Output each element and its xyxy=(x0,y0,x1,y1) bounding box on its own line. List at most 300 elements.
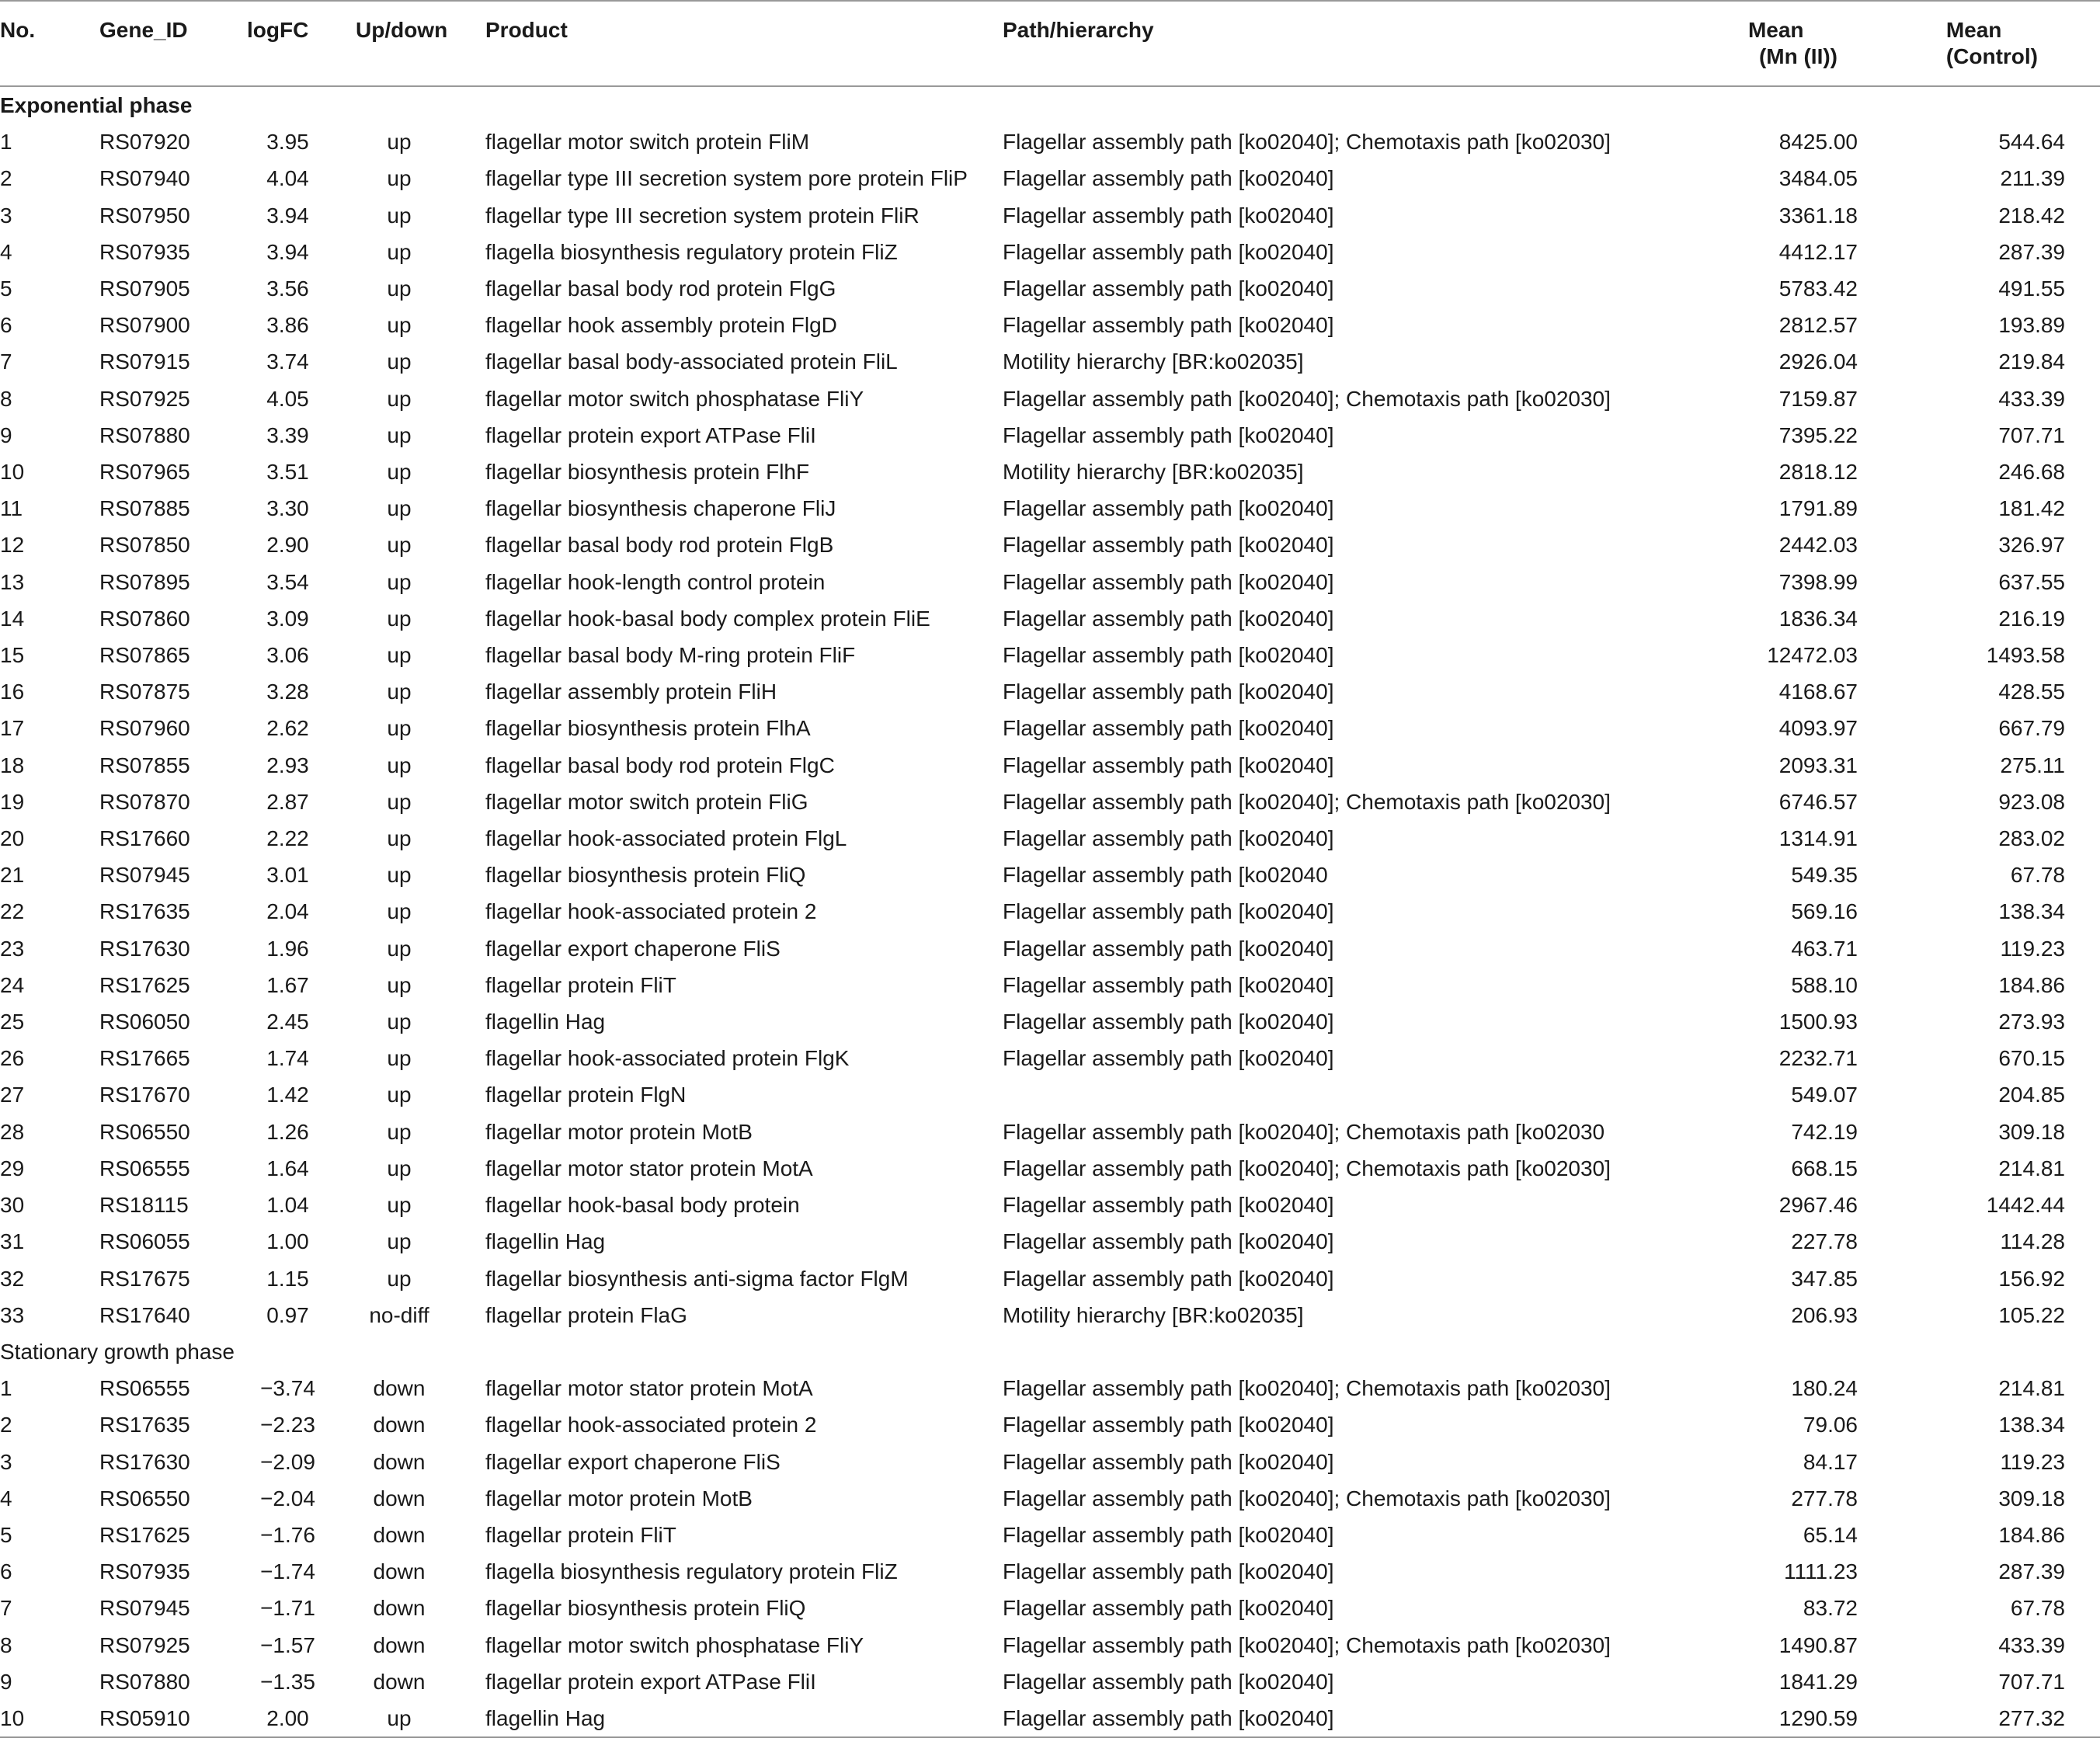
cell-path: Flagellar assembly path [ko02040]; Chemotaxis path [ko02030 xyxy=(1003,1119,1605,1144)
cell-mean-mn: 2442.03 xyxy=(1778,533,1858,558)
cell-no: 15 xyxy=(0,643,25,668)
cell-product: flagellar hook assembly protein FlgD xyxy=(485,313,837,338)
cell-updown xyxy=(329,967,485,1003)
cell-logfc xyxy=(247,1076,329,1113)
cell-updown xyxy=(329,527,485,563)
cell-product: flagellar protein export ATPase FliI xyxy=(485,422,816,447)
cell-logfc-value: −1.71 xyxy=(260,1596,315,1621)
cell-updown-value: up xyxy=(387,533,412,558)
cell-updown xyxy=(329,820,485,857)
cell-no: 8 xyxy=(0,386,12,411)
cell-logfc-value: 1.42 xyxy=(266,1083,309,1107)
cell-updown xyxy=(329,857,485,893)
cell-updown xyxy=(329,1590,485,1626)
cell-logfc xyxy=(247,637,329,673)
cell-product: flagellar motor stator protein MotA xyxy=(485,1156,813,1180)
cell-product: flagellar hook-length control protein xyxy=(485,569,826,594)
cell-gene-id: RS17630 xyxy=(99,1449,190,1474)
cell-mean-mn: 83.72 xyxy=(1803,1596,1858,1621)
cell-mean-mn: 65.14 xyxy=(1803,1522,1858,1547)
cell-mean-mn: 2967.46 xyxy=(1778,1193,1858,1218)
cell-product: flagellar motor protein MotB xyxy=(485,1119,753,1144)
cell-mean-mn: 206.93 xyxy=(1791,1302,1858,1327)
cell-logfc xyxy=(247,490,329,527)
cell-mean-control: 138.34 xyxy=(1998,1413,2065,1437)
cell-product: flagellar motor protein MotB xyxy=(485,1486,753,1510)
cell-mean-control: 1493.58 xyxy=(1986,643,2065,668)
cell-updown-value: up xyxy=(387,972,412,997)
cell-mean-mn: 277.78 xyxy=(1791,1486,1858,1510)
cell-logfc-value: 2.93 xyxy=(266,753,309,777)
table-row xyxy=(0,1187,2100,1223)
cell-no: 9 xyxy=(0,1669,12,1694)
cell-updown-value: up xyxy=(387,130,412,155)
table-row xyxy=(0,710,2100,746)
table-row xyxy=(0,1076,2100,1113)
cell-logfc-value: 3.09 xyxy=(266,606,309,631)
cell-logfc xyxy=(247,1370,329,1406)
cell-gene-id: RS17670 xyxy=(99,1083,190,1107)
cell-gene-id: RS07850 xyxy=(99,533,190,558)
cell-updown xyxy=(329,490,485,527)
cell-mean-mn: 549.35 xyxy=(1791,863,1858,888)
table-row xyxy=(0,123,2100,160)
cell-no: 21 xyxy=(0,863,25,888)
table-body xyxy=(0,86,2100,1737)
cell-gene-id: RS07960 xyxy=(99,716,190,741)
table-row xyxy=(0,160,2100,196)
cell-logfc-value: −1.76 xyxy=(260,1522,315,1547)
cell-logfc-value: −2.09 xyxy=(260,1449,315,1474)
cell-logfc xyxy=(247,600,329,637)
cell-mean-mn: 79.06 xyxy=(1803,1413,1858,1437)
cell-updown-value: up xyxy=(387,1119,412,1144)
section-title: Stationary growth phase xyxy=(0,1339,235,1364)
cell-no: 13 xyxy=(0,569,25,594)
cell-no: 12 xyxy=(0,533,25,558)
cell-logfc-value: −1.57 xyxy=(260,1632,315,1657)
cell-path: Flagellar assembly path [ko02040] xyxy=(1003,166,1334,191)
cell-mean-mn: 180.24 xyxy=(1791,1376,1858,1401)
table-row xyxy=(0,1663,2100,1700)
cell-updown xyxy=(329,1076,485,1113)
cell-logfc-value: 3.94 xyxy=(266,239,309,264)
cell-updown xyxy=(329,1223,485,1260)
cell-logfc xyxy=(247,1260,329,1297)
cell-product: flagellar export chaperone FliS xyxy=(485,936,781,961)
cell-mean-control: 670.15 xyxy=(1998,1046,2065,1071)
cell-mean-control: 156.92 xyxy=(1998,1266,2065,1291)
cell-mean-control: 193.89 xyxy=(1998,313,2065,338)
cell-logfc xyxy=(247,857,329,893)
cell-gene-id: RS07855 xyxy=(99,753,190,777)
cell-product: flagellar biosynthesis chaperone FliJ xyxy=(485,496,836,521)
cell-product: flagellar basal body rod protein FlgC xyxy=(485,753,835,777)
cell-mean-mn: 1314.91 xyxy=(1778,826,1858,851)
table-row xyxy=(0,454,2100,490)
cell-mean-mn: 7159.87 xyxy=(1778,386,1858,411)
table-row xyxy=(0,1223,2100,1260)
cell-path: Flagellar assembly path [ko02040] xyxy=(1003,1449,1334,1474)
table-row xyxy=(0,197,2100,234)
cell-no: 20 xyxy=(0,826,25,851)
cell-path: Flagellar assembly path [ko02040] xyxy=(1003,606,1334,631)
cell-mean-mn: 227.78 xyxy=(1791,1229,1858,1254)
cell-path: Flagellar assembly path [ko02040] xyxy=(1003,313,1334,338)
cell-path: Flagellar assembly path [ko02040] xyxy=(1003,643,1334,668)
cell-updown xyxy=(329,307,485,343)
cell-logfc-value: 4.04 xyxy=(266,166,309,191)
table-row xyxy=(0,1444,2100,1480)
cell-logfc xyxy=(247,1444,329,1480)
cell-logfc-value: 2.04 xyxy=(266,899,309,924)
cell-product: flagellar hook-basal body complex protein FliE xyxy=(485,606,930,631)
cell-updown xyxy=(329,160,485,196)
cell-path: Flagellar assembly path [ko02040] xyxy=(1003,1193,1334,1218)
cell-product: flagellar hook-associated protein 2 xyxy=(485,899,817,924)
cell-gene-id: RS07895 xyxy=(99,569,190,594)
cell-updown xyxy=(329,1444,485,1480)
cell-path: Flagellar assembly path [ko02040] xyxy=(1003,1266,1334,1291)
cell-product: flagellin Hag xyxy=(485,1229,606,1254)
cell-path: Motility hierarchy [BR:ko02035] xyxy=(1003,1302,1304,1327)
cell-logfc xyxy=(247,160,329,196)
cell-mean-mn: 4168.67 xyxy=(1778,680,1858,704)
cell-mean-control: 287.39 xyxy=(1998,1559,2065,1584)
table-row xyxy=(0,1517,2100,1553)
cell-logfc xyxy=(247,820,329,857)
cell-product: flagellar biosynthesis protein FliQ xyxy=(485,1596,806,1621)
cell-mean-control: 211.39 xyxy=(2000,166,2065,191)
cell-logfc-value: −1.74 xyxy=(260,1559,315,1584)
cell-no: 31 xyxy=(0,1229,25,1254)
cell-updown xyxy=(329,600,485,637)
cell-no: 6 xyxy=(0,313,12,338)
cell-updown-value: up xyxy=(387,349,412,374)
cell-updown-value: down xyxy=(373,1486,426,1510)
cell-mean-control: 219.84 xyxy=(1998,349,2065,374)
cell-updown xyxy=(329,1700,485,1737)
cell-product: flagellar type III secretion system pore protein FliP xyxy=(485,166,968,191)
cell-path: Flagellar assembly path [ko02040] xyxy=(1003,1669,1334,1694)
cell-gene-id: RS06050 xyxy=(99,1010,190,1034)
cell-logfc-value: 3.01 xyxy=(266,863,309,888)
cell-gene-id: RS06555 xyxy=(99,1376,190,1401)
cell-no: 22 xyxy=(0,899,25,924)
cell-path: Flagellar assembly path [ko02040] xyxy=(1003,422,1334,447)
cell-mean-mn: 463.71 xyxy=(1791,936,1858,961)
cell-gene-id: RS06550 xyxy=(99,1486,190,1510)
cell-mean-control: 287.39 xyxy=(1998,239,2065,264)
cell-logfc xyxy=(247,454,329,490)
cell-product: flagellar export chaperone FliS xyxy=(485,1449,781,1474)
cell-updown-value: up xyxy=(387,496,412,521)
cell-product: flagellar assembly protein FliH xyxy=(485,680,777,704)
cell-logfc xyxy=(247,1003,329,1040)
cell-logfc xyxy=(247,1517,329,1553)
cell-logfc-value: 2.87 xyxy=(266,789,309,814)
cell-gene-id: RS07965 xyxy=(99,460,190,485)
header-updown-label: Up/down xyxy=(356,18,448,42)
cell-mean-mn: 1791.89 xyxy=(1778,496,1858,521)
header-mean-control-line2: (Control) xyxy=(1945,44,2038,68)
cell-path: Flagellar assembly path [ko02040] xyxy=(1003,496,1334,521)
cell-logfc-value: 3.95 xyxy=(266,130,309,155)
cell-mean-control: 273.93 xyxy=(1998,1010,2065,1034)
cell-updown xyxy=(329,1040,485,1076)
cell-updown xyxy=(329,270,485,307)
cell-gene-id: RS17625 xyxy=(99,972,190,997)
cell-mean-control: 707.71 xyxy=(1998,422,2065,447)
cell-gene-id: RS07900 xyxy=(99,313,190,338)
table-row xyxy=(0,1406,2100,1443)
table-row xyxy=(0,1627,2100,1663)
cell-logfc-value: 3.51 xyxy=(266,460,309,485)
table-row xyxy=(0,1150,2100,1187)
cell-updown-value: up xyxy=(387,460,412,485)
cell-gene-id: RS07870 xyxy=(99,789,190,814)
cell-updown-value: up xyxy=(387,422,412,447)
table-row xyxy=(0,417,2100,454)
cell-gene-id: RS06550 xyxy=(99,1119,190,1144)
cell-updown xyxy=(329,1260,485,1297)
cell-gene-id: RS17640 xyxy=(99,1302,190,1327)
cell-updown-value: up xyxy=(387,826,412,851)
cell-mean-control: 214.81 xyxy=(1998,1376,2065,1401)
cell-product: flagellar motor switch protein FliG xyxy=(485,789,808,814)
cell-logfc-value: 1.67 xyxy=(266,972,309,997)
cell-logfc xyxy=(247,1040,329,1076)
cell-logfc xyxy=(247,527,329,563)
cell-updown xyxy=(329,197,485,234)
cell-updown xyxy=(329,234,485,270)
cell-path: Flagellar assembly path [ko02040] xyxy=(1003,716,1334,741)
cell-gene-id: RS07880 xyxy=(99,1669,190,1694)
table-row xyxy=(0,893,2100,930)
cell-updown xyxy=(329,1517,485,1553)
cell-updown xyxy=(329,1114,485,1150)
cell-logfc xyxy=(247,1590,329,1626)
cell-no: 30 xyxy=(0,1193,25,1218)
cell-updown xyxy=(329,637,485,673)
cell-updown-value: up xyxy=(387,1083,412,1107)
cell-updown xyxy=(329,893,485,930)
cell-mean-mn: 7395.22 xyxy=(1778,422,1858,447)
cell-product: flagellar hook-associated protein FlgK xyxy=(485,1046,850,1071)
cell-path: Flagellar assembly path [ko02040]; Chemotaxis path [ko02030] xyxy=(1003,1632,1611,1657)
cell-gene-id: RS07925 xyxy=(99,386,190,411)
cell-updown xyxy=(329,417,485,454)
table-row xyxy=(0,1297,2100,1333)
cell-logfc xyxy=(247,234,329,270)
cell-mean-mn: 2093.31 xyxy=(1778,753,1858,777)
cell-updown xyxy=(329,1370,485,1406)
cell-logfc-value: 2.45 xyxy=(266,1010,309,1034)
cell-updown xyxy=(329,1150,485,1187)
cell-mean-mn: 668.15 xyxy=(1791,1156,1858,1180)
cell-gene-id: RS17625 xyxy=(99,1522,190,1547)
cell-no: 11 xyxy=(0,496,23,521)
cell-path: Flagellar assembly path [ko02040] xyxy=(1003,203,1334,228)
cell-no: 19 xyxy=(0,789,25,814)
cell-mean-mn: 2812.57 xyxy=(1778,313,1858,338)
cell-logfc-value: 2.00 xyxy=(266,1705,309,1730)
cell-mean-control: 184.86 xyxy=(1998,972,2065,997)
table-row xyxy=(0,564,2100,600)
cell-logfc xyxy=(247,1663,329,1700)
cell-no: 26 xyxy=(0,1046,25,1071)
cell-product: flagellar protein export ATPase FliI xyxy=(485,1669,816,1694)
cell-gene-id: RS07875 xyxy=(99,680,190,704)
table-row xyxy=(0,381,2100,417)
table-row xyxy=(0,1260,2100,1297)
header-mean-control xyxy=(1893,1,2100,86)
table-row xyxy=(0,343,2100,380)
cell-logfc-value: 1.96 xyxy=(266,936,309,961)
cell-logfc xyxy=(247,673,329,710)
cell-mean-mn: 1111.23 xyxy=(1784,1559,1858,1584)
cell-updown xyxy=(329,343,485,380)
table-row xyxy=(0,527,2100,563)
cell-mean-control: 923.08 xyxy=(1998,789,2065,814)
cell-path: Flagellar assembly path [ko02040]; Chemotaxis path [ko02030] xyxy=(1003,386,1611,411)
table-row xyxy=(0,1040,2100,1076)
cell-gene-id: RS07865 xyxy=(99,643,190,668)
cell-gene-id: RS07950 xyxy=(99,203,190,228)
cell-updown-value: up xyxy=(387,166,412,191)
cell-no: 14 xyxy=(0,606,25,631)
cell-updown-value: down xyxy=(373,1559,426,1584)
cell-logfc xyxy=(247,1627,329,1663)
cell-gene-id: RS17665 xyxy=(99,1046,190,1071)
cell-mean-mn: 2232.71 xyxy=(1778,1046,1858,1071)
cell-logfc-value: 1.74 xyxy=(266,1046,309,1071)
cell-logfc xyxy=(247,1187,329,1223)
cell-updown-value: up xyxy=(387,569,412,594)
cell-no: 29 xyxy=(0,1156,25,1180)
table-row xyxy=(0,1114,2100,1150)
cell-no: 24 xyxy=(0,972,25,997)
cell-no: 5 xyxy=(0,276,12,301)
cell-logfc-value: 1.04 xyxy=(266,1193,309,1218)
cell-no: 18 xyxy=(0,753,25,777)
cell-mean-control: 114.28 xyxy=(2000,1229,2065,1254)
cell-path: Flagellar assembly path [ko02040] xyxy=(1003,826,1334,851)
cell-mean-mn: 84.17 xyxy=(1803,1449,1858,1474)
cell-gene-id: RS06055 xyxy=(99,1229,190,1254)
header-mean-mn-line1: Mean xyxy=(1747,18,1804,42)
header-logfc xyxy=(247,1,329,86)
cell-logfc xyxy=(247,343,329,380)
cell-no: 5 xyxy=(0,1522,12,1547)
cell-logfc xyxy=(247,1406,329,1443)
cell-updown xyxy=(329,1553,485,1590)
cell-path: Flagellar assembly path [ko02040] xyxy=(1003,1596,1334,1621)
cell-product: flagella biosynthesis regulatory protein FliZ xyxy=(485,239,898,264)
cell-mean-control: 637.55 xyxy=(1998,569,2065,594)
cell-path xyxy=(1003,1076,1677,1113)
cell-mean-mn: 12472.03 xyxy=(1767,643,1858,668)
cell-updown xyxy=(329,381,485,417)
cell-path: Flagellar assembly path [ko02040] xyxy=(1003,1010,1334,1034)
cell-mean-mn: 3484.05 xyxy=(1778,166,1858,191)
cell-updown-value: down xyxy=(373,1376,426,1401)
cell-product: flagellar biosynthesis anti-sigma factor FlgM xyxy=(485,1266,909,1291)
table-header xyxy=(0,1,2100,86)
cell-product: flagellar hook-basal body protein xyxy=(485,1193,800,1218)
cell-no: 10 xyxy=(0,1700,99,1737)
cell-logfc xyxy=(247,784,329,820)
cell-path: Flagellar assembly path [ko02040] xyxy=(1003,680,1334,704)
cell-path: Flagellar assembly path [ko02040] xyxy=(1003,972,1334,997)
cell-path: Flagellar assembly path [ko02040]; Chemotaxis path [ko02030] xyxy=(1003,789,1611,814)
cell-mean-mn: 7398.99 xyxy=(1778,569,1858,594)
section-title: Exponential phase xyxy=(0,93,193,117)
cell-path: Flagellar assembly path [ko02040] xyxy=(1003,533,1334,558)
table-row xyxy=(0,307,2100,343)
header-mean-mn xyxy=(1677,1,1893,86)
cell-updown-value: up xyxy=(387,936,412,961)
cell-logfc-value: 3.74 xyxy=(266,349,309,374)
cell-product: flagellar biosynthesis protein FlhA xyxy=(485,716,811,741)
cell-product: flagellar protein FlaG xyxy=(485,1302,687,1327)
cell-path: Flagellar assembly path [ko02040]; Chemotaxis path [ko02030] xyxy=(1003,1376,1611,1401)
cell-updown xyxy=(329,123,485,160)
cell-product: flagellar protein FliT xyxy=(485,1522,676,1547)
cell-gene-id: RS07920 xyxy=(99,130,190,155)
cell-updown xyxy=(329,1480,485,1517)
cell-path: Flagellar assembly path [ko02040]; Chemotaxis path [ko02030] xyxy=(1003,130,1611,155)
header-no: No. xyxy=(0,1,99,86)
cell-mean-mn: 347.85 xyxy=(1791,1266,1858,1291)
cell-no: 23 xyxy=(0,936,25,961)
cell-gene-id: RS07915 xyxy=(99,349,190,374)
cell-mean-control: 326.97 xyxy=(1998,533,2065,558)
cell-updown-value: down xyxy=(373,1632,426,1657)
cell-mean-control: 309.18 xyxy=(1998,1486,2065,1510)
cell-no: 28 xyxy=(0,1119,25,1144)
cell-no: 9 xyxy=(0,422,12,447)
cell-updown xyxy=(329,747,485,784)
cell-gene-id: RS07885 xyxy=(99,496,190,521)
cell-logfc xyxy=(247,1150,329,1187)
cell-path: Flagellar assembly path [ko02040] xyxy=(1003,569,1334,594)
cell-product: flagellar motor stator protein MotA xyxy=(485,1376,813,1401)
table-row xyxy=(0,270,2100,307)
cell-no: 3 xyxy=(0,1449,12,1474)
cell-logfc xyxy=(247,270,329,307)
cell-updown-value: up xyxy=(387,1156,412,1180)
cell-updown xyxy=(329,564,485,600)
cell-updown-value: up xyxy=(387,899,412,924)
cell-logfc xyxy=(247,197,329,234)
cell-logfc-value: −1.35 xyxy=(260,1669,315,1694)
cell-logfc-value: 3.86 xyxy=(266,313,309,338)
cell-mean-mn: 4412.17 xyxy=(1778,239,1858,264)
cell-logfc xyxy=(247,417,329,454)
cell-no: 17 xyxy=(0,716,25,741)
cell-updown xyxy=(329,1003,485,1040)
cell-logfc xyxy=(247,564,329,600)
cell-logfc xyxy=(247,1553,329,1590)
cell-logfc xyxy=(247,307,329,343)
cell-mean-control: 105.22 xyxy=(1998,1302,2065,1327)
section-row xyxy=(0,1333,2100,1370)
cell-updown-value: up xyxy=(387,1046,412,1071)
table-row xyxy=(0,1480,2100,1517)
cell-mean-control: 544.64 xyxy=(1998,130,2065,155)
cell-updown-value: up xyxy=(387,239,412,264)
